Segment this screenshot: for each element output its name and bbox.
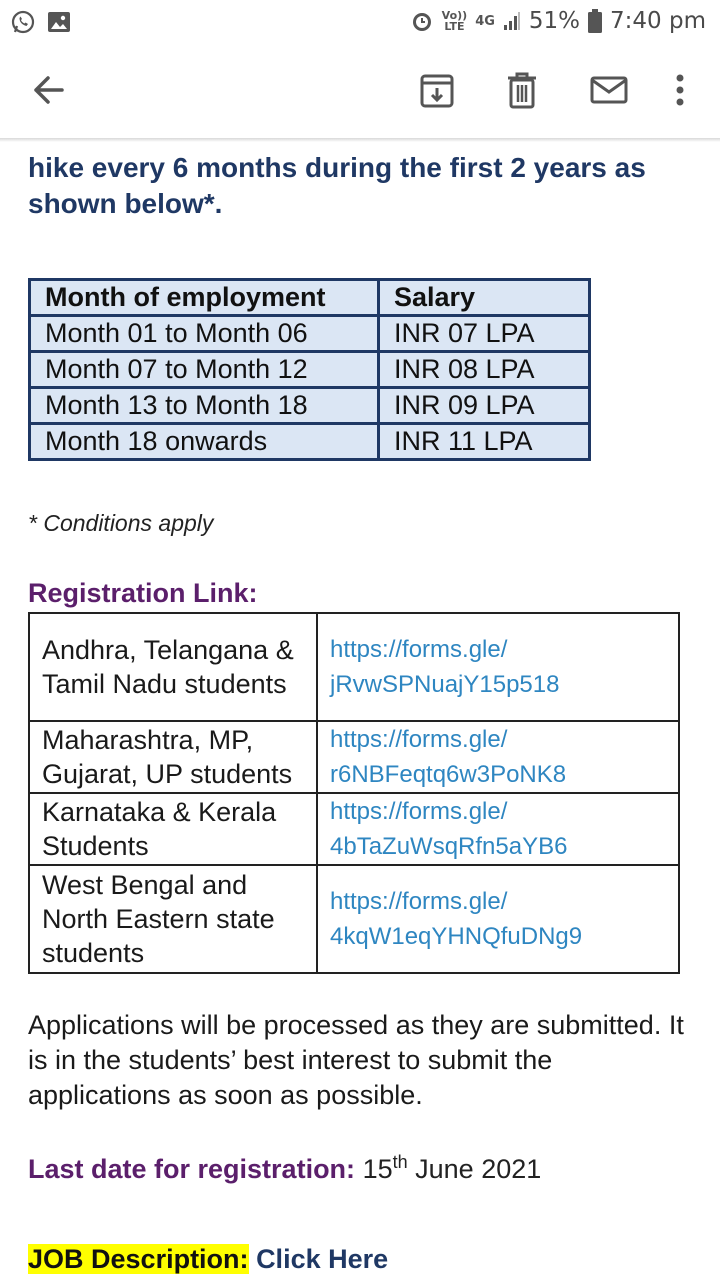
table-cell: INR 08 LPA [379, 352, 590, 388]
link-text: https://forms.gle/ [330, 888, 508, 915]
registration-title: Registration Link: [28, 578, 258, 608]
column-header: Salary [379, 280, 590, 316]
network-type: 4G [475, 13, 495, 29]
table-cell: Month 18 onwards [30, 424, 379, 460]
link-text: 4bTaZuWsqRfn5aYB6 [330, 833, 568, 860]
link-text: https://forms.gle/ [330, 798, 508, 825]
last-date-day: 15 [362, 1154, 393, 1184]
delete-icon[interactable] [505, 70, 539, 110]
link-text: https://forms.gle/ [330, 636, 508, 663]
volte-indicator [442, 10, 468, 32]
app-bar [0, 44, 720, 140]
lte-label: LTE [444, 20, 465, 33]
table-row [29, 721, 679, 793]
region-cell: Andhra, Telangana & Tamil Nadu students [29, 613, 317, 721]
volte-label: Vo)) [441, 9, 468, 22]
link-text: jRvwSPNuajY15p518 [330, 671, 560, 698]
table-row [30, 424, 590, 460]
region-cell: West Bengal and North Eastern state students [29, 865, 317, 973]
job-description-link[interactable]: Click Here [256, 1244, 389, 1274]
alarm-icon [410, 9, 434, 33]
whatsapp-icon [10, 9, 36, 35]
email-body [0, 142, 720, 1280]
intro-text: hike every 6 months during the first 2 years as shown below*. [28, 152, 646, 219]
link-text: r6NBFeqtq6w3PoNK8 [330, 761, 567, 788]
more-options-icon[interactable] [672, 70, 688, 110]
region-cell: Karnataka & Kerala Students [29, 793, 317, 865]
table-row [30, 352, 590, 388]
link-text: 4kqW1eqYHNQfuDNg9 [330, 923, 583, 950]
column-header: Month of employment [30, 280, 379, 316]
table-cell: INR 09 LPA [379, 388, 590, 424]
battery-percent: 51% [528, 8, 581, 34]
back-arrow-icon[interactable] [30, 70, 66, 110]
battery-icon [588, 9, 602, 33]
conditions-note: * Conditions apply [28, 510, 214, 536]
registration-link[interactable] [317, 613, 679, 721]
registration-link[interactable] [317, 865, 679, 973]
table-cell: Month 07 to Month 12 [30, 352, 379, 388]
gallery-icon [46, 9, 72, 35]
archive-icon[interactable] [420, 70, 454, 110]
table-row [29, 865, 679, 973]
registration-link[interactable] [317, 793, 679, 865]
registration-table [28, 612, 680, 974]
last-date-line [28, 1152, 541, 1185]
table-cell: Month 13 to Month 18 [30, 388, 379, 424]
mail-icon[interactable] [590, 70, 628, 110]
table-cell: INR 11 LPA [379, 424, 590, 460]
table-cell: Month 01 to Month 06 [30, 316, 379, 352]
last-date-rest: June 2021 [415, 1154, 542, 1184]
table-cell: INR 07 LPA [379, 316, 590, 352]
job-description-line [28, 1244, 388, 1275]
link-text: https://forms.gle/ [330, 726, 508, 753]
salary-table-header [30, 280, 590, 316]
signal-icon [503, 11, 521, 31]
table-row [29, 613, 679, 721]
last-date-label: Last date for registration: [28, 1154, 356, 1184]
last-date-suffix: th [392, 1152, 408, 1172]
status-bar [0, 0, 720, 44]
job-description-label: JOB Description: [28, 1244, 249, 1274]
salary-table [28, 278, 591, 461]
table-row [30, 388, 590, 424]
clock: 7:40 pm [610, 8, 706, 34]
processing-note: Applications will be processed as they are submitted. It is in the students’ best interest to submit the applications as soon as possible. [28, 1010, 684, 1110]
region-cell: Maharashtra, MP, Gujarat, UP students [29, 721, 317, 793]
table-row [29, 793, 679, 865]
registration-link[interactable] [317, 721, 679, 793]
table-row [30, 316, 590, 352]
